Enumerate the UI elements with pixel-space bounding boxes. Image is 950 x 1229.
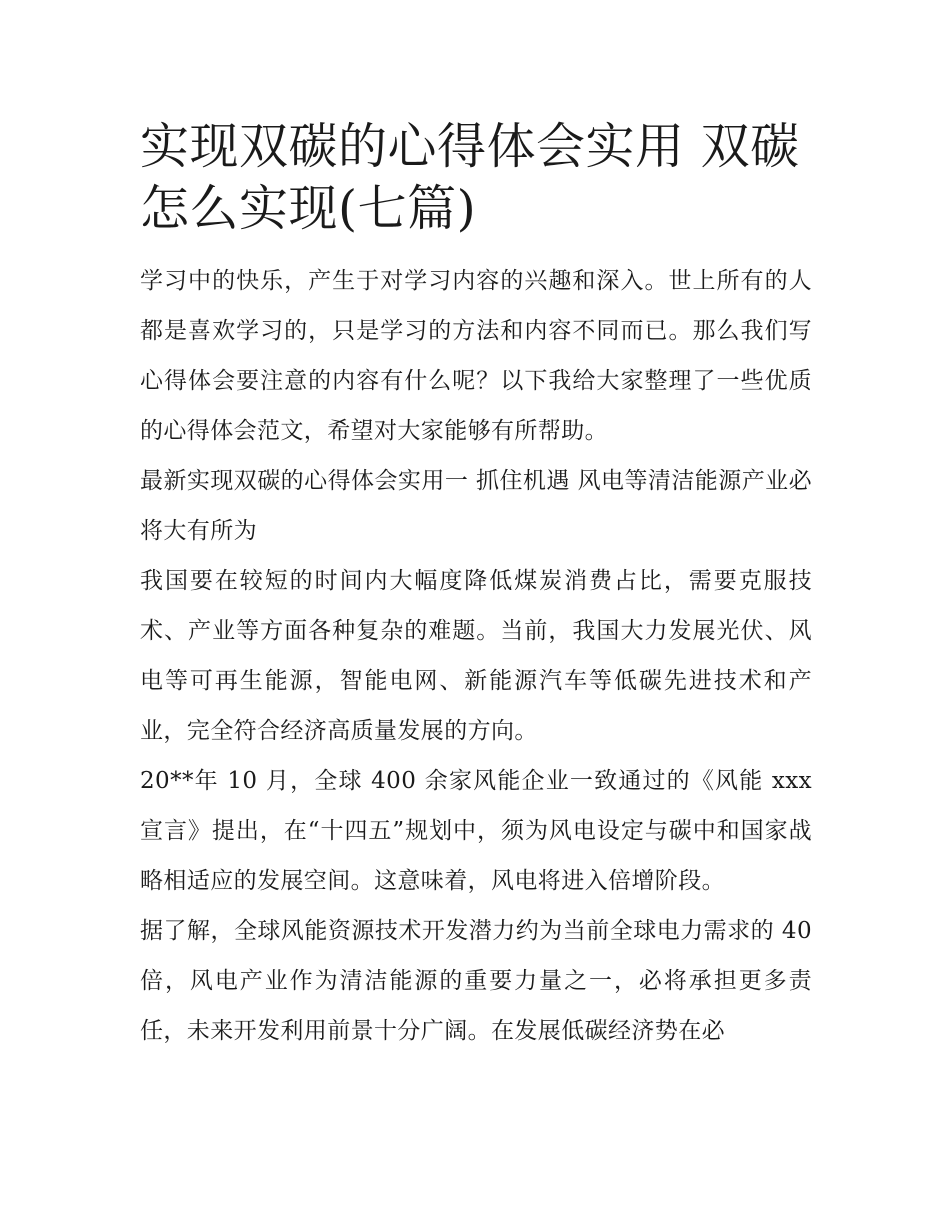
- document-page: [140, 116, 812, 1056]
- paragraph-intro: 学习中的快乐，产生于对学习内容的兴趣和深入。世上所有的人都是喜欢学习的，只是学习的方法和内容不同而已。那么我们写心得体会要注意的内容有什么呢？以下我给大家整理了一些优质的心得体会范文，希望对大家能够有所帮助。: [140, 268, 812, 444]
- paragraph-coal: 我国要在较短的时间内大幅度降低煤炭消费占比，需要克服技术、产业等方面各种复杂的难题。当前，我国大力发展光伏、风电等可再生能源，智能电网、新能源汽车等低碳先进技术和产业，完全符合经济高质量发展的方向。: [140, 568, 812, 744]
- section-heading: 最新实现双碳的心得体会实用一 抓住机遇 风电等清洁能源产业必将大有所为: [140, 468, 812, 544]
- paragraph-wind-potential: 据了解，全球风能资源技术开发潜力约为当前全球电力需求的 40 倍，风电产业作为清洁能源的重要力量之一，必将承担更多责任，未来开发利用前景十分广阔。在发展低碳经济势在必: [140, 918, 812, 1044]
- paragraph-declaration: 20**年 10 月，全球 400 余家风能企业一致通过的《风能 xxx 宣言》提出，在“十四五”规划中，须为风电设定与碳中和国家战略相适应的发展空间。这意味着，风电将进入倍增阶段。: [140, 768, 812, 894]
- document-title: 实现双碳的心得体会实用 双碳怎么实现(七篇): [140, 118, 800, 237]
